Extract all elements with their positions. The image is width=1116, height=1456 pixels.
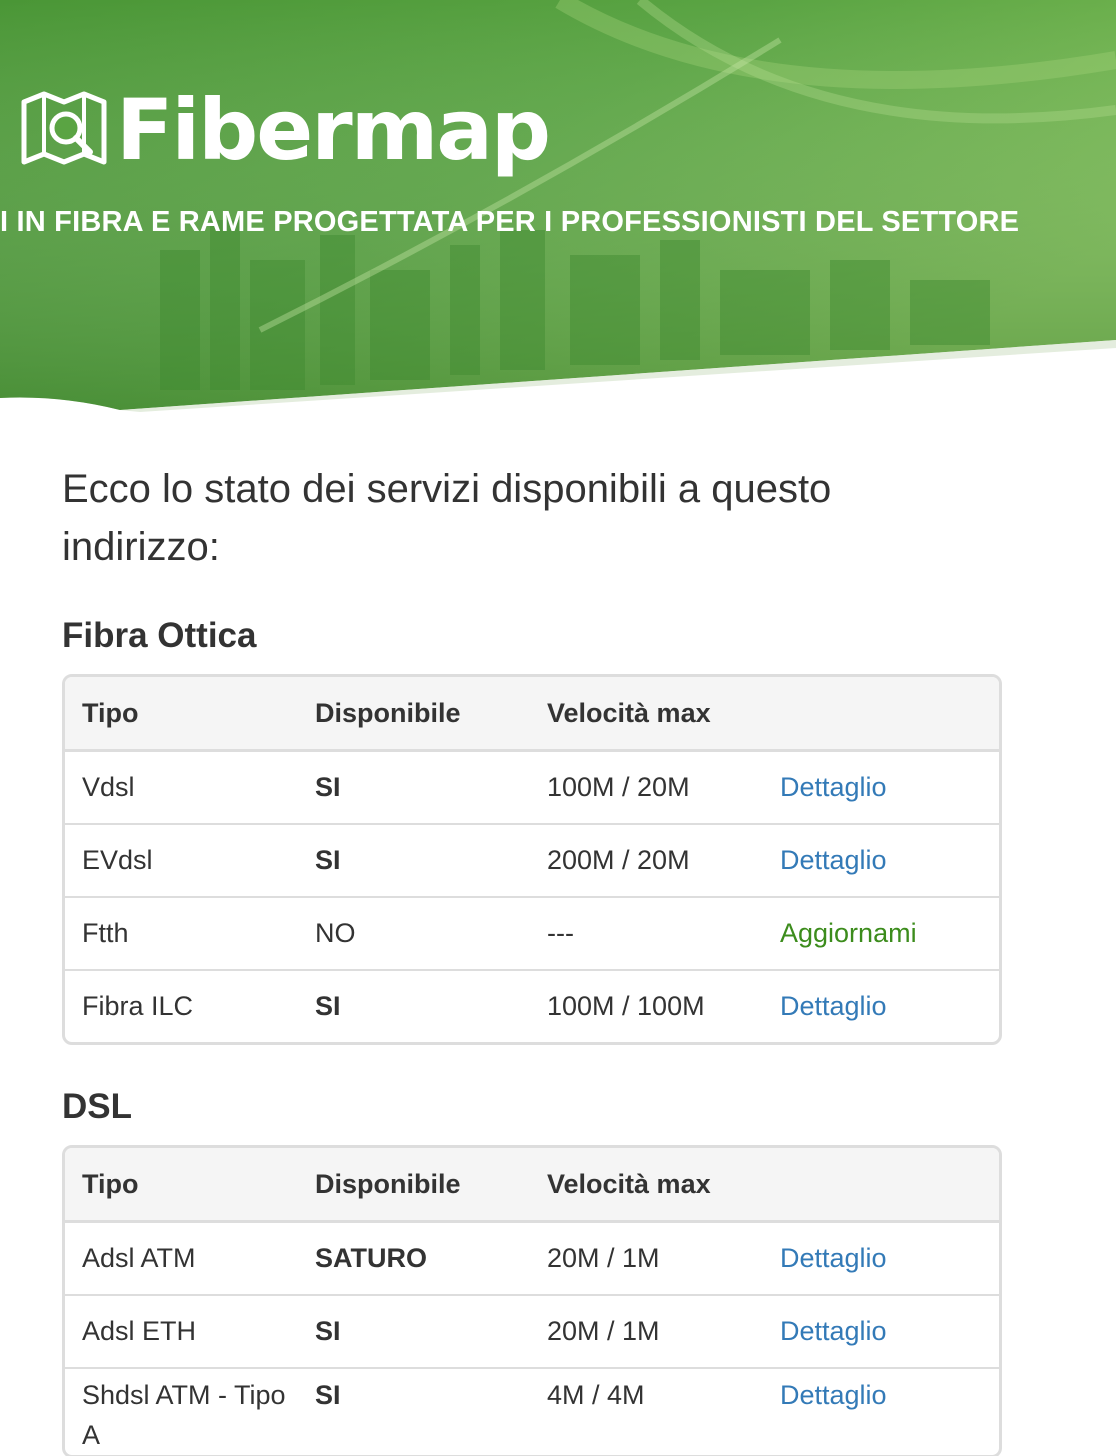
column-header-speed: Velocità max <box>530 677 763 751</box>
cell-type: Adsl ETH <box>65 1295 298 1368</box>
cell-speed: 20M / 1M <box>530 1295 763 1368</box>
column-header-type: Tipo <box>65 1148 298 1222</box>
cell-speed: 100M / 100M <box>530 970 763 1042</box>
table-header-row <box>65 677 999 751</box>
detail-link[interactable]: Dettaglio <box>780 845 887 875</box>
cell-available: SI <box>298 1295 530 1368</box>
cell-available: SI <box>298 970 530 1042</box>
cell-available: SI <box>315 772 341 802</box>
table-row <box>65 970 999 1042</box>
cell-action <box>763 751 999 825</box>
cell-speed: --- <box>530 897 763 970</box>
table-row <box>65 1222 999 1296</box>
column-header-available: Disponibile <box>298 677 530 751</box>
detail-link[interactable]: Dettaglio <box>780 1243 887 1273</box>
dsl-table <box>62 1145 1002 1456</box>
main-content <box>62 460 1002 1456</box>
cell-action <box>763 1222 999 1296</box>
header-tagline: I IN FIBRA E RAME PROGETTATA PER I PROFESSIONISTI DEL SETTORE <box>0 206 1020 238</box>
detail-link[interactable]: Dettaglio <box>780 991 887 1021</box>
cell-speed: 200M / 20M <box>530 824 763 897</box>
detail-link[interactable]: Dettaglio <box>780 772 887 802</box>
cell-speed: 100M / 20M <box>547 772 690 802</box>
cell-type: Shdsl ATM - Tipo A <box>65 1368 298 1455</box>
table-row <box>65 1295 999 1368</box>
cell-available: SI <box>298 824 530 897</box>
brand-logo[interactable] <box>20 80 549 180</box>
detail-link[interactable]: Dettaglio <box>780 1380 887 1410</box>
cell-action <box>763 897 999 970</box>
cell-available: SATURO <box>315 1243 427 1273</box>
intro-text: Ecco lo stato dei servizi disponibili a questo indirizzo: <box>62 467 832 569</box>
cell-available: NO <box>298 897 530 970</box>
section-title-dsl: DSL <box>62 1087 132 1126</box>
table-header-row <box>65 1148 999 1222</box>
detail-link[interactable]: Dettaglio <box>780 1316 887 1346</box>
cell-type: Adsl ATM <box>82 1243 196 1273</box>
table-row <box>65 1368 999 1455</box>
table-row <box>65 751 999 825</box>
column-header-action <box>763 1148 999 1222</box>
map-search-icon <box>20 88 108 172</box>
brand-name: Fibermap <box>116 81 550 179</box>
column-header-type: Tipo <box>65 677 298 751</box>
cell-type: EVdsl <box>65 824 298 897</box>
update-me-link[interactable]: Aggiornami <box>780 918 917 948</box>
cell-speed: 4M / 4M <box>530 1368 763 1455</box>
cell-action <box>763 824 999 897</box>
cell-action <box>763 970 999 1042</box>
cell-action <box>763 1295 999 1368</box>
cell-speed: 20M / 1M <box>547 1243 660 1273</box>
cell-type: Ftth <box>65 897 298 970</box>
cell-type: Fibra ILC <box>65 970 298 1042</box>
column-header-available: Disponibile <box>298 1148 530 1222</box>
fibra-table <box>62 674 1002 1045</box>
column-header-action <box>763 677 999 751</box>
cell-type: Vdsl <box>82 772 135 802</box>
cell-available: SI <box>298 1368 530 1455</box>
section-title-fibra: Fibra Ottica <box>62 616 257 655</box>
column-header-speed: Velocità max <box>530 1148 763 1222</box>
header-banner <box>0 0 1116 420</box>
table-row <box>65 897 999 970</box>
table-row <box>65 824 999 897</box>
cell-action <box>763 1368 999 1455</box>
